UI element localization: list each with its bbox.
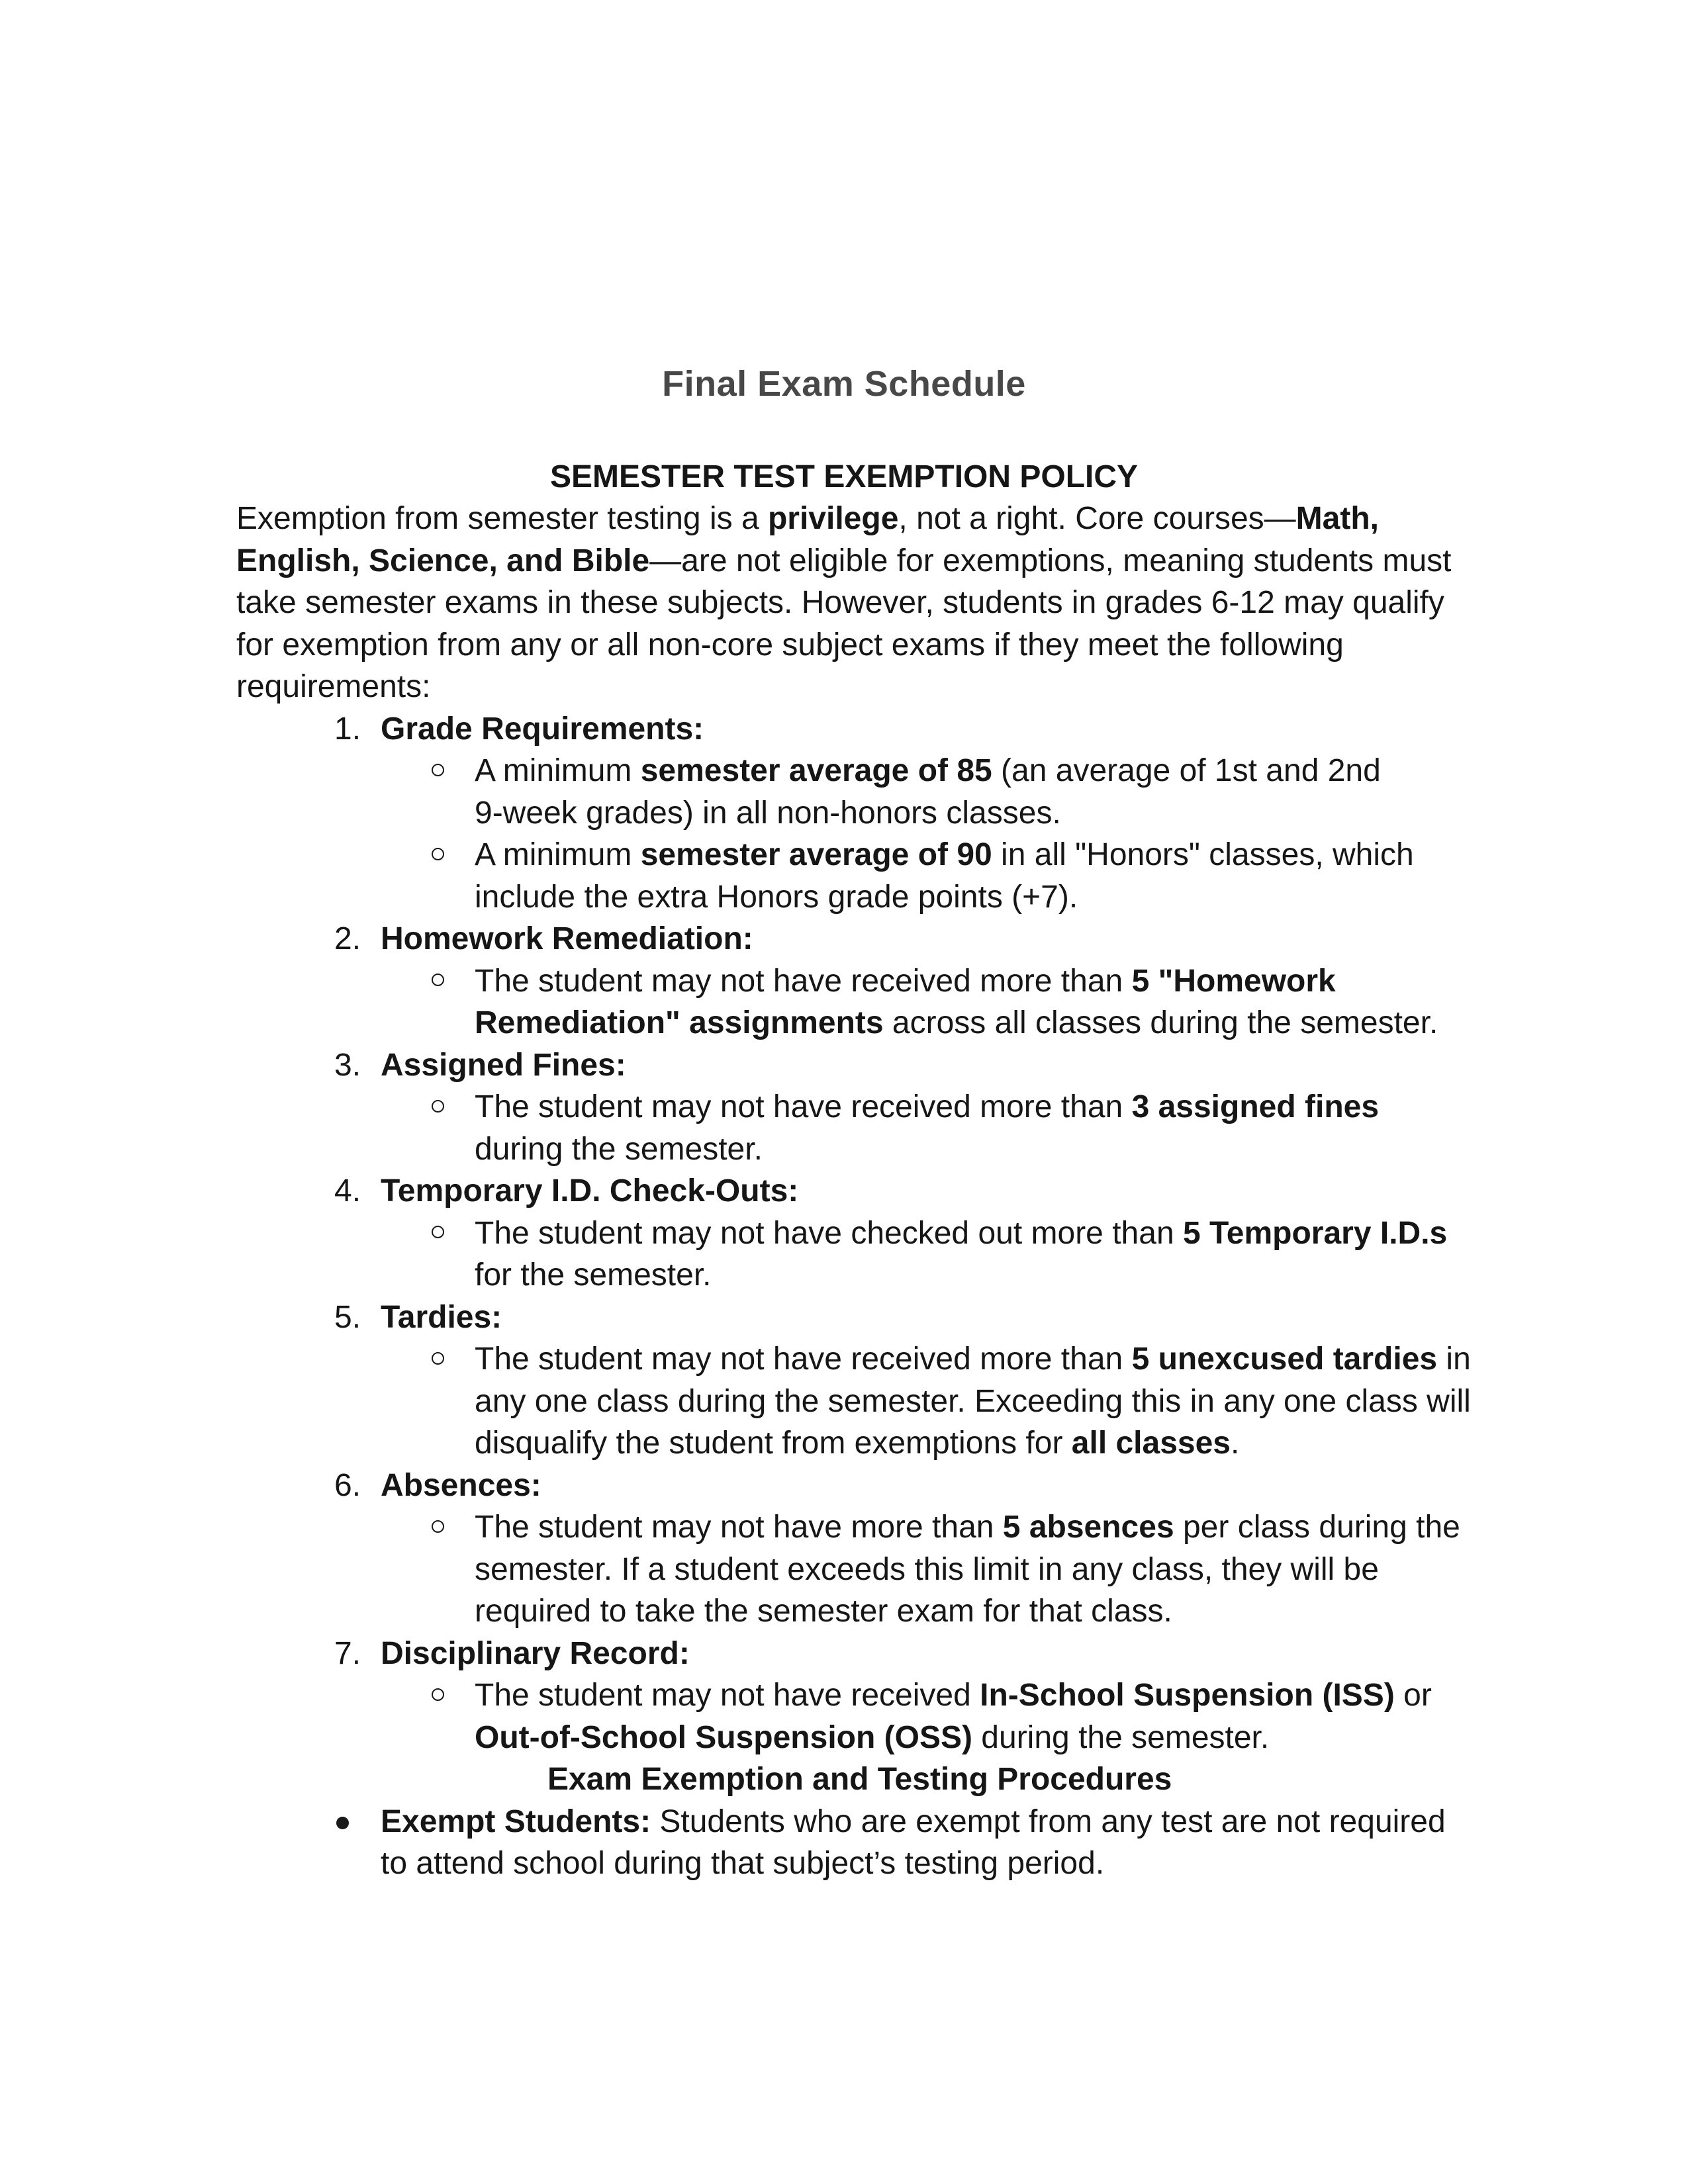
text-run: to attend school during that subject’s testing period. <box>381 1846 1105 1882</box>
hollow-bullet-icon <box>432 974 444 986</box>
bold-text: 5 unexcused tardies <box>1131 1342 1438 1377</box>
text-run: required to take the semester exam for that class. <box>475 1594 1172 1629</box>
bold-text: English, Science, and Bible <box>236 543 650 578</box>
text-run: Exemption from semester testing is a <box>236 501 768 537</box>
intro-paragraph-line <box>236 624 1344 666</box>
requirement-label: Grade Requirements: <box>381 711 704 747</box>
requirement-detail-line <box>475 834 1414 876</box>
text-run: for the semester. <box>475 1257 712 1293</box>
hollow-bullet-icon <box>432 848 444 860</box>
bold-text: In-School Suspension (ISS) <box>980 1678 1395 1713</box>
text-run: include the extra Honors grade points (+7). <box>475 879 1078 915</box>
requirement-detail-line <box>475 750 1381 792</box>
filled-bullet-icon <box>336 1817 349 1829</box>
requirement-label: Homework Remediation: <box>381 921 753 957</box>
text-run: in <box>1437 1342 1471 1377</box>
text-run: The student may not have received more than <box>475 1342 1132 1377</box>
requirement-detail-line <box>475 1128 763 1171</box>
requirement-detail-line <box>475 1212 1447 1255</box>
bold-text: Math, <box>1295 501 1379 537</box>
bold-text: all classes <box>1071 1426 1231 1461</box>
text-run: A minimum <box>475 753 641 789</box>
text-run: disqualify the student from exemptions for <box>475 1426 1072 1461</box>
text-run: (an average of 1st and 2nd <box>992 753 1381 789</box>
text-run: during the semester. <box>475 1131 763 1167</box>
list-number: 7. <box>334 1635 361 1671</box>
hollow-bullet-icon <box>432 1226 444 1238</box>
requirement-detail-line <box>475 1674 1432 1717</box>
requirement-label: Temporary I.D. Check-Outs: <box>381 1173 799 1209</box>
bold-text: semester average of 90 <box>640 837 992 873</box>
procedure-line <box>381 1801 1446 1843</box>
requirement-label: Assigned Fines: <box>381 1047 626 1083</box>
text-run: A minimum <box>475 837 641 873</box>
requirement-label: Tardies: <box>381 1299 502 1335</box>
bold-text: Out-of-School Suspension (OSS) <box>475 1719 972 1755</box>
text-run: semester. If a student exceeds this limit in any class, they will be <box>475 1551 1379 1587</box>
bold-text: 5 absences <box>1002 1510 1174 1545</box>
bold-text: Exempt Students: <box>381 1803 651 1839</box>
hollow-bullet-icon <box>432 764 444 776</box>
requirement-label: Absences: <box>381 1467 541 1503</box>
text-run: The student may not have received <box>475 1678 980 1713</box>
list-number: 4. <box>334 1173 361 1209</box>
requirement-detail-line <box>475 1422 1239 1465</box>
list-number: 2. <box>334 921 361 957</box>
text-run: 9-week grades) in all non-honors classes. <box>475 795 1061 831</box>
document-title: Final Exam Schedule <box>662 364 1026 404</box>
hollow-bullet-icon <box>432 1100 444 1113</box>
text-run: take semester exams in these subjects. However, students in grades 6-12 may qualify <box>236 585 1444 621</box>
hollow-bullet-icon <box>432 1352 444 1365</box>
text-run: in all "Honors" classes, which <box>992 837 1414 873</box>
text-run: —are not eligible for exemptions, meaning students must <box>649 543 1452 578</box>
requirement-detail-line <box>475 1002 1438 1044</box>
text-run: for exemption from any or all non-core subject exams if they meet the following <box>236 627 1344 662</box>
text-run: The student may not have checked out more than <box>475 1215 1183 1251</box>
text-run: across all classes during the semester. <box>883 1005 1438 1041</box>
requirement-detail-line <box>475 1086 1379 1128</box>
bold-text: Remediation" assignments <box>475 1005 884 1041</box>
text-run: The student may not have received more than <box>475 1089 1132 1125</box>
text-run: . <box>1231 1426 1240 1461</box>
intro-paragraph-line <box>236 540 1451 582</box>
text-run: Students who are exempt from any test are not required <box>651 1803 1446 1839</box>
text-run: The student may not have received more than <box>475 963 1132 999</box>
requirement-detail-line <box>475 1254 712 1297</box>
list-number: 5. <box>334 1299 361 1335</box>
text-run: any one class during the semester. Exceeding this in any one class will <box>475 1383 1471 1419</box>
intro-paragraph-line <box>236 498 1379 540</box>
list-number: 6. <box>334 1467 361 1503</box>
bold-text: 5 "Homework <box>1131 963 1336 999</box>
procedure-line <box>381 1843 1104 1885</box>
intro-paragraph-line <box>236 582 1444 624</box>
requirement-detail-line <box>475 1549 1379 1591</box>
text-run: during the semester. <box>972 1719 1270 1755</box>
hollow-bullet-icon <box>432 1688 444 1701</box>
bold-text: 5 Temporary I.D.s <box>1182 1215 1448 1251</box>
policy-heading: SEMESTER TEST EXEMPTION POLICY <box>549 459 1139 494</box>
requirement-detail-line <box>475 876 1078 919</box>
requirement-detail-line <box>475 1338 1471 1381</box>
requirement-detail-line <box>475 1717 1269 1759</box>
hollow-bullet-icon <box>432 1520 444 1533</box>
bold-text: semester average of 85 <box>640 753 992 789</box>
bold-text: privilege <box>767 501 899 537</box>
list-number: 1. <box>334 711 361 747</box>
text-run: requirements: <box>236 669 431 705</box>
intro-paragraph-line <box>236 666 430 708</box>
list-number: 3. <box>334 1047 361 1083</box>
requirement-detail-line <box>475 960 1336 1003</box>
procedures-heading: Exam Exemption and Testing Procedures <box>547 1762 1172 1797</box>
requirement-detail-line <box>475 1381 1471 1423</box>
text-run: or <box>1394 1678 1432 1713</box>
text-run: The student may not have more than <box>475 1510 1003 1545</box>
requirement-label: Disciplinary Record: <box>381 1635 690 1671</box>
bold-text: 3 assigned fines <box>1131 1089 1380 1125</box>
text-run: , not a right. Core courses— <box>898 501 1296 537</box>
text-run: per class during the <box>1174 1510 1460 1545</box>
requirement-detail-line <box>475 1590 1172 1633</box>
requirement-detail-line <box>475 1506 1460 1549</box>
requirement-detail-line <box>475 792 1061 835</box>
